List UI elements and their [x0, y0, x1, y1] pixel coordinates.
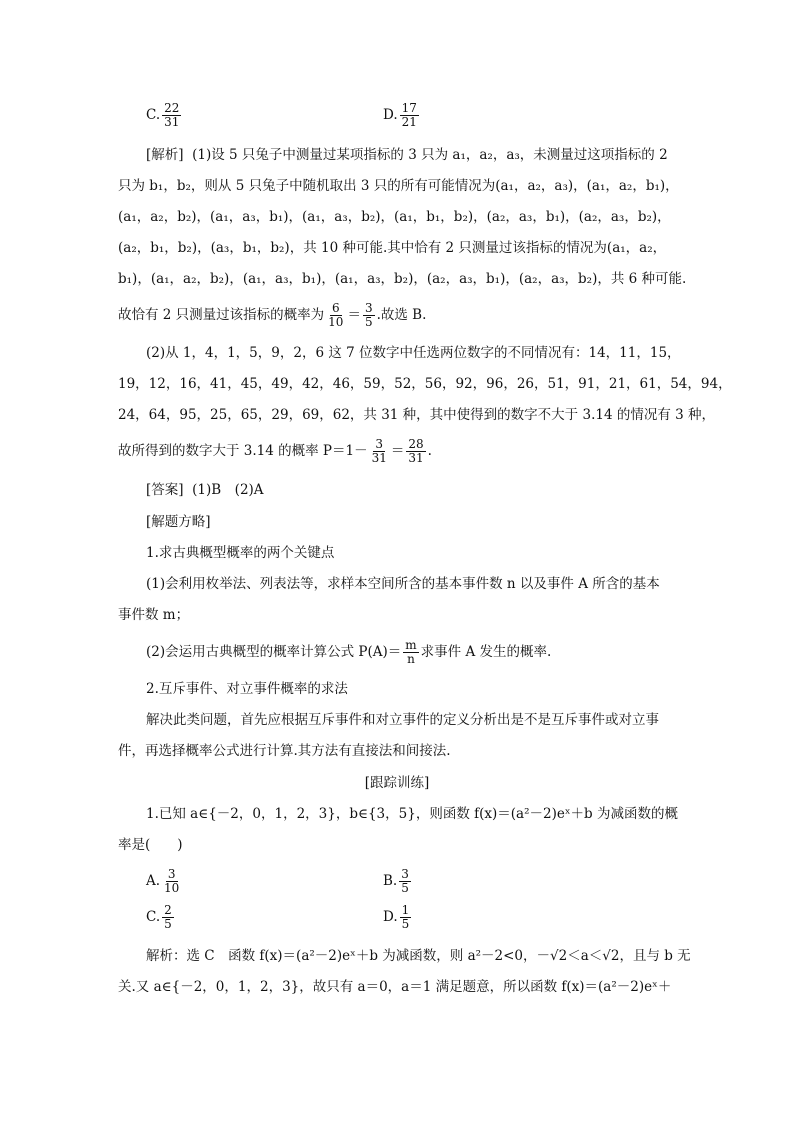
analysis-line-2: 只为 b₁，b₂，则从 5 只兔子中随机取出 3 只的所有可能情况为(a₁，a₂，a₃)，(a₁，a₂，b₁)，: [118, 178, 679, 194]
option-c: [146, 904, 176, 931]
strategy-h2-line-2: 件，再选择概率公式进行计算.其方法有直接法和间接法.: [118, 743, 451, 759]
analysis-p2-line-2: 19，12，16，41，45，49，42，46，59，52，56，92，96，26，51，91，21，61，54，94，: [118, 376, 732, 392]
answer-text: (1)B (2)A: [192, 482, 264, 498]
option-a: [146, 868, 183, 895]
answer-line: [146, 480, 264, 500]
option-label: C.: [146, 909, 161, 925]
strategy-tag: [解题方略]: [146, 514, 211, 530]
analysis-tag: [解析]: [146, 147, 184, 163]
strategy-h2-line-1: 解决此类问题，首先应根据互斥事件和对立事件的定义分析出是不是互斥事件或对立事: [146, 712, 659, 728]
option-d: [383, 904, 413, 931]
option-label: D.: [383, 909, 398, 925]
option-fraction: $\frac{1}{5}$: [401, 903, 410, 931]
fraction: $\frac{3}{5}$: [364, 301, 373, 329]
option-fraction: $\frac{22}{31}$: [164, 101, 180, 129]
fraction: $\frac{3}{31}$: [371, 437, 387, 465]
strategy-heading-1: 1.求古典概型概率的两个关键点: [146, 545, 335, 561]
option-d-prev: [383, 102, 421, 129]
analysis-line-3: (a₁，a₂，b₂)，(a₁，a₃，b₁)，(a₁，a₃，b₂)，(a₁，b₁，b₂)，(a₂，a₃，b₁)，(a₂，a₃，b₂)，: [118, 209, 671, 225]
strategy-h1-p1-line-1: (1)会利用枚举法、列表法等，求样本空间所含的基本事件数 n 以及事件 A 所含的基本: [146, 576, 660, 592]
practice-title: [跟踪训练]: [364, 775, 430, 791]
fraction: $\frac{m}{n}$: [405, 638, 417, 666]
option-b: [383, 868, 413, 895]
option-fraction: $\frac{3}{10}$: [164, 867, 180, 895]
option-label: D.: [383, 107, 398, 123]
fraction: $\frac{28}{31}$: [408, 437, 424, 465]
option-label: C.: [146, 107, 161, 123]
analysis-p2-line-4: 故所得到的数字大于 3.14 的概率 P＝1－ $\frac{3}{31}$ ＝ $\frac{28}{31}$ .: [118, 437, 432, 465]
option-label: B.: [383, 873, 398, 889]
question-1-line-1: 1.已知 a∈{－2，0，1，2，3}，b∈{3，5}，则函数 f(x)＝(a²－2)eˣ＋b 为减函数的概: [146, 806, 678, 822]
analysis-line-4: (a₂，b₁，b₂)，(a₃，b₁，b₂)，共 10 种可能.其中恰有 2 只测量过该指标的情况为(a₁，a₂，: [118, 240, 667, 256]
analysis-p2-line-1: (2)从 1，4，1，5，9，2，6 这 7 位数字中任选两位数字的不同情况有：14，11，15，: [146, 345, 681, 361]
fraction: $\frac{6}{10}$: [328, 301, 344, 329]
strategy-h1-p1-line-2: 事件数 m；: [118, 607, 190, 623]
solution-line-1: 解析：选 C 函数 f(x)＝(a²－2)eˣ＋b 为减函数，则 a²－2<0，－√2＜a＜√2，且与 b 无: [146, 948, 691, 964]
option-fraction: $\frac{17}{21}$: [401, 101, 417, 129]
question-1-line-2: 率是( ): [118, 837, 183, 853]
strategy-h1-p2: (2)会运用古典概型的概率计算公式 P(A)＝ $\frac{m}{n}$ 求事件 A 发生的概率.: [146, 638, 552, 666]
analysis-p2-line-3: 24，64，95，25，65，29，69，62，共 31 种，其中使得到的数字不大于 3.14 的情况有 3 种，: [118, 407, 715, 423]
analysis-line-6: 故恰有 2 只测量过该指标的概率为 $\frac{6}{10}$ ＝ $\frac{3}{5}$ .故选 B.: [118, 301, 427, 329]
solution-line-2: 关.又 a∈{－2，0，1，2，3}，故只有 a＝0，a＝1 满足题意，所以函数 f(x)＝(a²－2)eˣ＋: [118, 979, 672, 995]
option-c-prev: [146, 102, 183, 129]
option-label: A.: [146, 873, 161, 889]
answer-tag: [答案]: [146, 482, 184, 498]
option-fraction: $\frac{2}{5}$: [164, 903, 172, 931]
analysis-line-1: [解析] (1)设 5 只兔子中测量过某项指标的 3 只为 a₁，a₂，a₃，未测量过这项指标的 2: [146, 147, 668, 163]
strategy-heading-2: 2.互斥事件、对立事件概率的求法: [146, 681, 348, 697]
analysis-line-5: b₁)，(a₁，a₂，b₂)，(a₁，a₃，b₁)，(a₁，a₃，b₂)，(a₂，a₃，b₁)，(a₂，a₃，b₂)，共 6 种可能.: [118, 271, 687, 287]
option-fraction: $\frac{3}{5}$: [401, 867, 409, 895]
